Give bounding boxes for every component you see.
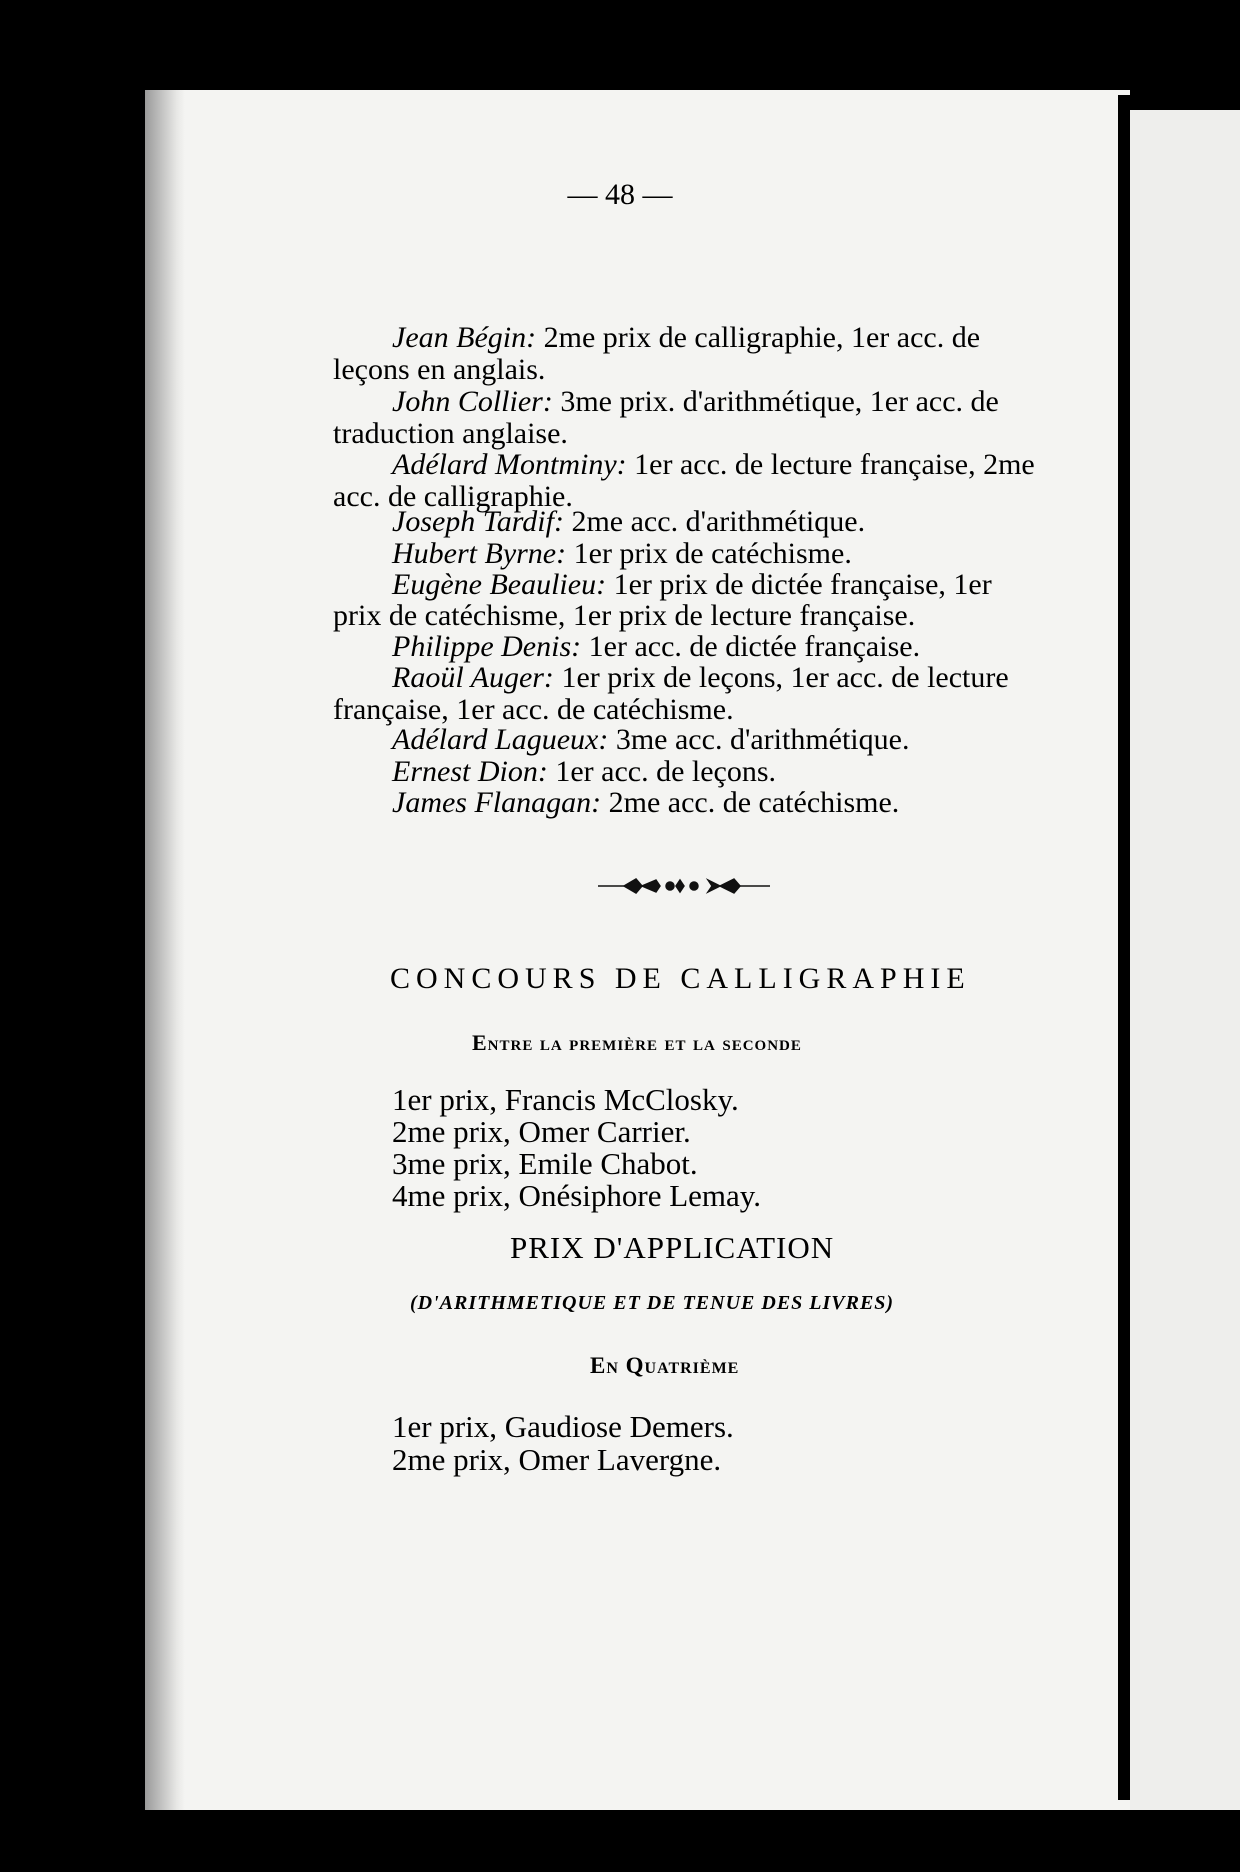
page-number: — 48 —: [567, 178, 673, 211]
student-name: John Collier:: [392, 385, 553, 418]
student-name: James Flanagan:: [392, 786, 602, 819]
entry-continuation: traduction anglaise.: [333, 417, 568, 450]
student-name: Joseph Tardif:: [392, 505, 564, 538]
entry-line: [392, 756, 776, 788]
entry-text: 3me prix. d'arithmétique, 1er acc. de: [552, 385, 999, 418]
entry-text: 3me acc. d'arithmétique.: [608, 723, 910, 756]
entry-line: [392, 322, 980, 354]
prize-line: 4me prix, Onésiphore Lemay.: [392, 1178, 762, 1213]
entry-line: [392, 449, 1035, 481]
entry-text: 1er acc. de dictée française.: [581, 630, 921, 663]
student-name: Philippe Denis:: [392, 630, 582, 663]
entry-line: [392, 506, 865, 538]
class-heading: En Quatrième: [590, 1353, 740, 1378]
entry-text: 1er prix de dictée française, 1er: [606, 568, 992, 601]
entry-continuation: leçons en anglais.: [333, 353, 546, 386]
entry-text: 1er acc. de leçons.: [547, 755, 777, 788]
student-name: Hubert Byrne:: [392, 537, 567, 570]
section-subtitle: Entre la première et la seconde: [472, 1030, 802, 1055]
entry-line: [392, 569, 992, 601]
entry-line: [392, 631, 920, 663]
entry-line: [392, 538, 852, 570]
section-title: CONCOURS DE CALLIGRAPHIE: [390, 962, 971, 995]
section-title: PRIX D'APPLICATION: [510, 1230, 835, 1265]
entry-continuation: prix de catéchisme, 1er prix de lecture française.: [333, 599, 916, 632]
entry-continuation: française, 1er acc. de catéchisme.: [333, 693, 734, 726]
ornament-divider-icon: [594, 873, 774, 899]
prize-line: 2me prix, Omer Carrier.: [392, 1114, 691, 1149]
student-name: Jean Bégin:: [392, 321, 537, 354]
entry-text: 1er prix de catéchisme.: [566, 537, 852, 570]
entry-text: 2me acc. d'arithmétique.: [563, 505, 866, 538]
entry-line: [392, 724, 909, 756]
prize-line: 1er prix, Francis McClosky.: [392, 1082, 739, 1117]
student-name: Raoül Auger:: [392, 661, 554, 694]
prize-line: 1er prix, Gaudiose Demers.: [392, 1409, 734, 1444]
prize-line: 3me prix, Emile Chabot.: [392, 1146, 698, 1181]
student-name: Eugène Beaulieu:: [392, 568, 607, 601]
entry-text: 2me acc. de catéchisme.: [601, 786, 900, 819]
entry-line: [392, 787, 899, 819]
entry-continuation: acc. de calligraphie.: [333, 480, 573, 513]
prize-line: 2me prix, Omer Lavergne.: [392, 1442, 722, 1477]
entry-text: 2me prix de calligraphie, 1er acc. de: [536, 321, 981, 354]
entry-text: 1er prix de leçons, 1er acc. de lecture: [553, 661, 1009, 694]
student-name: Adélard Montminy:: [392, 448, 627, 481]
student-name: Ernest Dion:: [392, 755, 548, 788]
entry-line: [392, 662, 1009, 694]
entry-text: 1er acc. de lecture française, 2me: [626, 448, 1035, 481]
entry-line: [392, 386, 999, 418]
student-name: Adélard Lagueux:: [392, 723, 609, 756]
section-subtitle: (D'ARITHMETIQUE ET DE TENUE DES LIVRES): [410, 1292, 895, 1314]
